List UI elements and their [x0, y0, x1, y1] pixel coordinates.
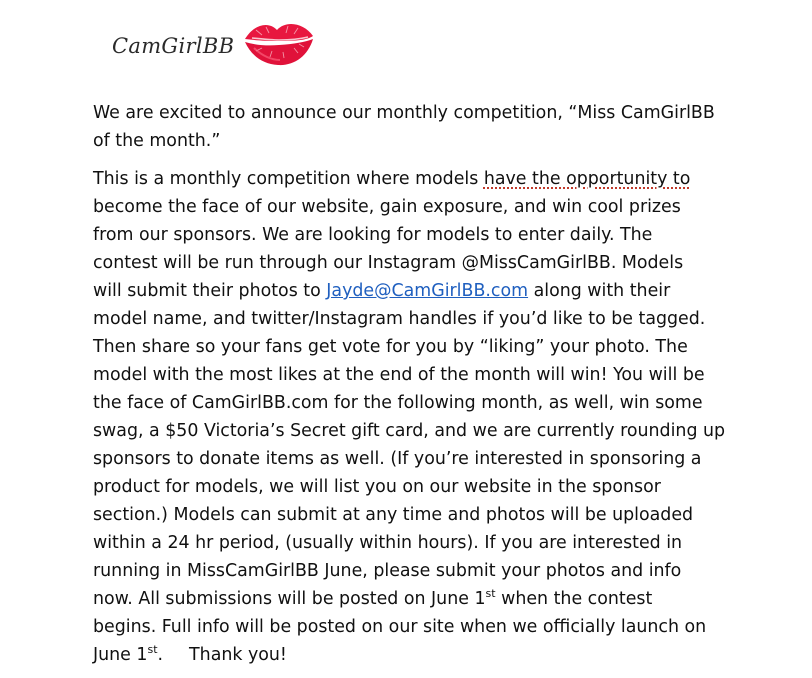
superscript: st	[485, 587, 496, 601]
spellcheck-marked-phrase: have the opportunity to	[483, 169, 691, 189]
logo	[112, 18, 316, 68]
details-text: along with their model name, and twitter/Instagram handles if you’d like to be tagged. Then share so your fans get vote for you by “liking” your photo. The model with the most likes at the end of the month will win! You will be the face of CamGirlBB.com for the following month, as well, win some swag, a $50 Victoria’s Secret gift card, and we are currently rounding up sponsors to donate items as well. (If you’re interested in sponsoring a product for models, we will list you on our website in the sponsor section.) Models can submit at any time and photos will be uploaded within a 24 hr period, (usually within hours). If you are interested in running in MissCamGirlBB June, please submit your photos and info now. All submissions will be posted on June 1	[93, 281, 726, 609]
details-text: when the contest begins. Full info will be posted on our site when we officially launch on June 1	[93, 589, 707, 665]
superscript: st	[147, 643, 158, 657]
details-paragraph	[93, 165, 753, 669]
closing-text: Thank you!	[189, 645, 287, 665]
details-text: .	[157, 645, 164, 665]
details-text: become the face of our website, gain exposure, and win cool prizes from our sponsors. We are looking for models to enter daily. The contest will be run through our Instagram @MissCamGirlBB. Models will submit their photos to	[93, 197, 684, 301]
details-text: This is a monthly competition where models	[93, 169, 484, 189]
lips-icon	[242, 18, 316, 68]
email-link[interactable]: Jayde@CamGirlBB.com	[326, 281, 529, 301]
announcement-body	[93, 99, 753, 669]
intro-paragraph: We are excited to announce our monthly competition, “Miss CamGirlBB of the month.”	[93, 103, 715, 151]
logo-text: CamGirlBB	[112, 34, 235, 58]
